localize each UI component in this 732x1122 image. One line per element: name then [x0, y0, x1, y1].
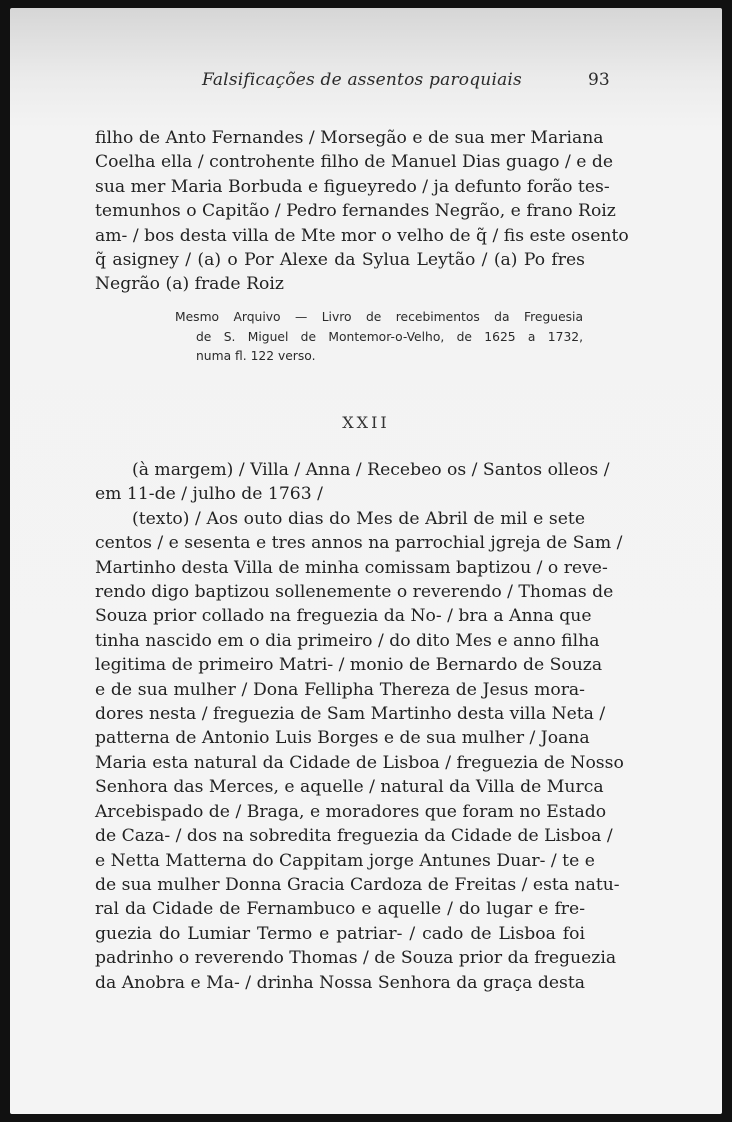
text-line: sua mer Maria Borbuda e figueyredo / ja defunto forão tes- — [95, 176, 610, 197]
transcription-block-2 — [95, 458, 624, 995]
text-line: temunhos o Capitão / Pedro fernandes Negrão, e frano Roiz — [95, 201, 616, 222]
citation-line: de S. Miguel de Montemor-o-Velho, de 1625 a 1732, — [196, 329, 583, 344]
text-line: Arcebispado de / Braga, e moradores que foram no Estado — [95, 801, 607, 822]
running-title: Falsificações de assentos paroquiais — [202, 70, 522, 90]
book-page — [10, 8, 722, 1114]
transcription-block-1 — [95, 126, 629, 297]
text-line: da Anobra e Ma- / drinha Nossa Senhora da graça desta — [95, 972, 585, 993]
text-line: e Netta Matterna do Cappitam jorge Antunes Duar- / te e — [95, 850, 595, 871]
page-number: 93 — [588, 70, 610, 90]
text-line: (à margem) / Villa / Anna / Recebeo os / Santos olleos / — [132, 460, 610, 480]
citation-line: Mesmo Arquivo — Livro de recebimentos da Freguesia — [175, 310, 583, 324]
text-line: Martinho desta Villa de minha comissam baptizou / o reve- — [95, 557, 608, 578]
text-line: (texto) / Aos outo dias do Mes de Abril de mil e sete — [132, 508, 585, 529]
text-line: em 11-de / julho de 1763 / — [95, 484, 323, 505]
text-line: tinha nascido em o dia primeiro / do dito Mes e anno filha — [95, 630, 600, 651]
text-line: am- / bos desta villa de Mte mor o velho de q̃ / fis este osento — [95, 225, 629, 246]
text-line: patterna de Antonio Luis Borges e de sua mulher / Joana — [95, 728, 590, 749]
text-line: Maria esta natural da Cidade de Lisboa / freguezia de Nosso — [95, 752, 624, 773]
text-line: ral da Cidade de Fernambuco e aquelle / do lugar e fre- — [95, 899, 585, 920]
text-line: Souza prior collado na freguezia da No- / bra a Anna que — [95, 606, 592, 627]
text-line: dores nesta / freguezia de Sam Martinho desta villa Neta / — [95, 704, 606, 725]
text-line: legitima de primeiro Matri- / monio de Bernardo de Souza — [95, 655, 603, 676]
section-heading: XXII — [342, 413, 390, 432]
text-line: guezia do Lumiar Termo e patriar- / cado de Lisboa foi — [95, 923, 585, 944]
text-line: filho de Anto Fernandes / Morsegão e de sua mer Mariana — [95, 128, 604, 148]
source-citation — [175, 308, 583, 367]
text-line: de Caza- / dos na sobredita freguezia da Cidade de Lisboa / — [95, 826, 613, 847]
text-line: de sua mulher Donna Gracia Cardoza de Freitas / esta natu- — [95, 874, 620, 895]
citation-line: numa fl. 122 verso. — [196, 349, 316, 364]
text-line: q̃ asigney / (a) o Por Alexe da Sylua Leytão / (a) Po fres — [95, 250, 585, 271]
running-head — [10, 70, 722, 100]
text-line: Senhora das Merces, e aquelle / natural da Villa de Murca — [95, 777, 604, 798]
text-line: Negrão (a) frade Roiz — [95, 274, 284, 295]
text-line: Coelha ella / controhente filho de Manuel Dias guago / e de — [95, 152, 614, 173]
text-line: centos / e sesenta e tres annos na parrochial jgreja de Sam / — [95, 533, 623, 554]
text-line: padrinho o reverendo Thomas / de Souza prior da freguezia — [95, 948, 617, 969]
text-line: e de sua mulher / Dona Fellipha Thereza de Jesus mora- — [95, 679, 585, 700]
text-line: rendo digo baptizou sollenemente o reverendo / Thomas de — [95, 582, 614, 603]
